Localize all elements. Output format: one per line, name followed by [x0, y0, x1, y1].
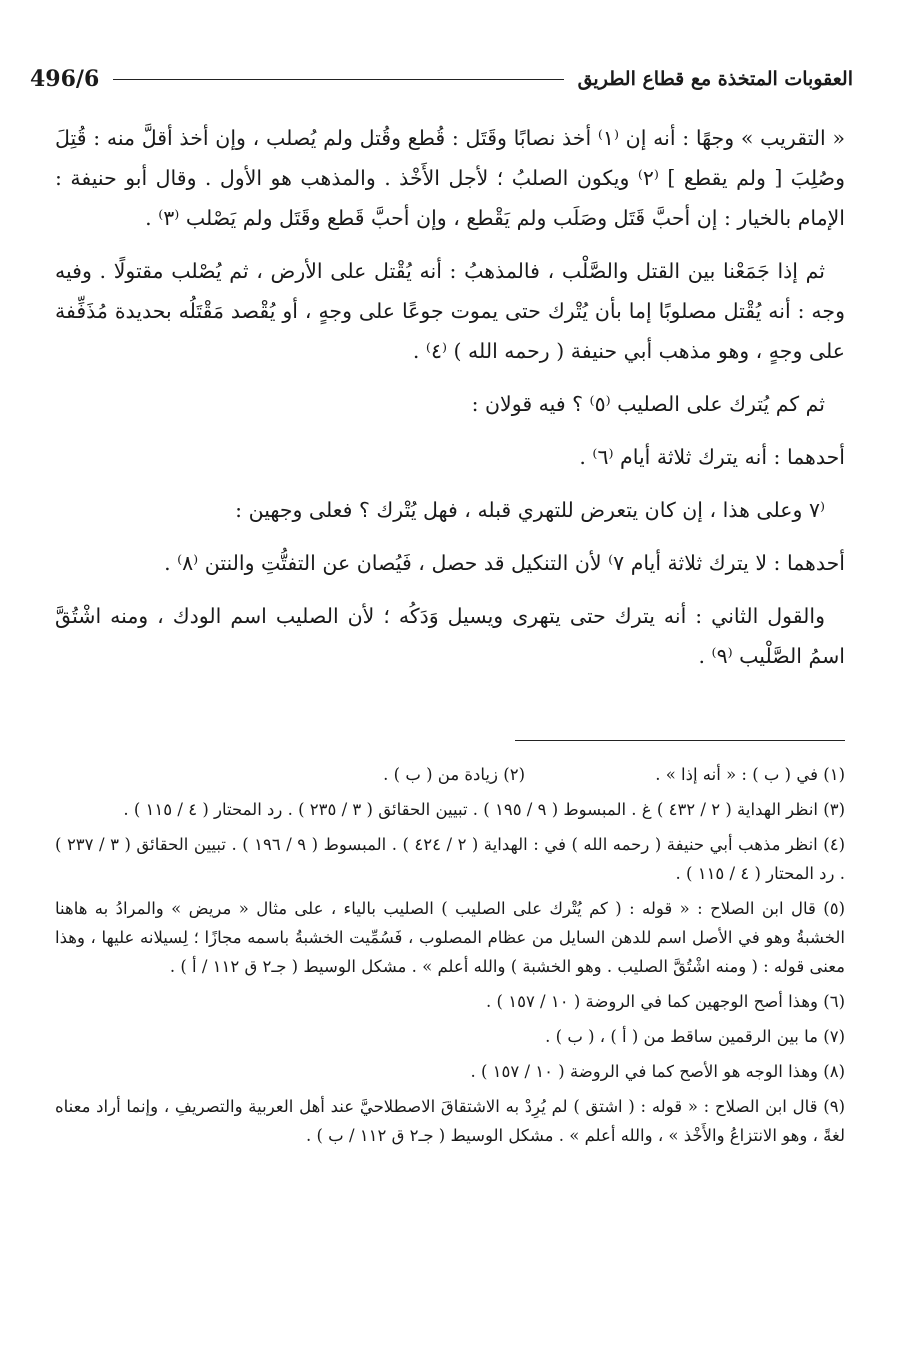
paragraph: والقول الثاني : أنه يترك حتى يتهرى ويسيل وَدَكُه ؛ لأن الصليب اسم الودك ، ومنه اشْتُقَّ اسمُ الصَّلْيب ⁽٩⁾ .: [55, 604, 845, 668]
footnote: (٦) وهذا أصح الوجهين كما في الروضة ( ١٠ / ١٥٧ ) .: [486, 992, 845, 1011]
page-number: 496/6: [30, 66, 100, 92]
footnote: (٩) قال ابن الصلاح : « قوله : ( اشتق ) لم يُرِدْ به الاشتقاقَ الاصطلاحيَّ عند أهل العربية والتصريفِ ، وإنما أراد معناه لغةً ، وهو الانتزاعُ والأَخْذ » ، والله أعلم » . مشكل الوسيط ( جـ٢ ق ١١٢ / ب ) .: [55, 1097, 845, 1145]
page-header: [30, 62, 853, 96]
paragraph: ثم كم يُترك على الصليب ⁽٥⁾ ؟ فيه قولان :: [471, 392, 825, 416]
footnote: (٤) انظر مذهب أبي حنيفة ( رحمه الله ) في : الهداية ( ٢ / ٤٢٤ ) . المبسوط ( ٩ / ١٩٦ ) . تبيين الحقائق ( ٣ / ٢٣٧ ) . رد المحتار ( ٤ / ١١٥ ) .: [55, 835, 845, 883]
paragraph: أحدهما : أنه يترك ثلاثة أيام ⁽٦⁾ .: [579, 445, 845, 469]
footnote: (٥) قال ابن الصلاح : « قوله : ( كم يُتْرك على الصليب ) الصليب بالياء ، على مثال « مريض » والمرادُ به هاهنا الخشبةُ وهو في الأصل اسم للدهن السايل من عظام المصلوب ، فَسُمِّيت الخشبةُ باسمه مجازًا ؛ لِسيلانه عليها ، وهذا معنى قوله : ( ومنه اشْتُقَّ الصليب . وهو الخشبة ) والله أعلم » . مشكل الوسيط ( جـ٢ ق ١١٢ / أ ) .: [55, 899, 845, 976]
footnote: (٧) ما بين الرقمين ساقط من ( أ ) ، ( ب ) .: [545, 1027, 845, 1046]
main-text: [55, 118, 845, 689]
footnote-row: [55, 760, 845, 789]
header-rule: [113, 79, 563, 80]
paragraph: أحدهما : لا يترك ثلاثة أيام ٧⁾ لأن التنكيل قد حصل ، فَيُصان عن التفتُّتِ والنتن ⁽٨⁾ .: [164, 551, 845, 575]
paragraph: ثم إذا جَمَعْنا بين القتل والصَّلْب ، فالمذهبُ : أنه يُقْتل على الأرض ، ثم يُصْلب مقتولًا . وفيه وجه : أنه يُقْتل مصلوبًا إما بأن يُتْرك حتى يموت جوعًا على وجهٍ ، أو يُقْصد مَقْتَلُه بحديدة مُذَفِّفة على وجهٍ ، وهو مذهب أبي حنيفة ( رحمه الله ) ⁽٤⁾ .: [55, 259, 845, 363]
footnote-divider: [515, 740, 845, 741]
footnote: (٣) انظر الهداية ( ٢ / ٤٣٢ ) غ . المبسوط ( ٩ / ١٩٥ ) . تبيين الحقائق ( ٣ / ٢٣٥ ) . رد المحتار ( ٤ / ١١٥ ) .: [123, 800, 845, 819]
paragraph: « التقريب » وجهًا : أنه إن ⁽١⁾ أخذ نصابًا وقَتَل : قُطع وقُتل ولم يُصلب ، وإن أخذ أقلَّ منه : قُتِلَ وصُلِبَ [ ولم يقطع ] ⁽٢⁾ ويكون الصلبُ ؛ لأجل الأَخْذ . والمذهب هو الأول . وقال أبو حنيفة : الإمام بالخيار : إن أحبَّ قَتَل وصَلَب ولم يَقْطع ، وإن أحبَّ قَطع وقَتَل ولم يَصْلب ⁽٣⁾ .: [55, 126, 845, 230]
footnotes: [55, 760, 845, 1156]
running-title: العقوبات المتخذة مع قطاع الطريق: [577, 68, 853, 90]
footnote: (٨) وهذا الوجه هو الأصح كما في الروضة ( ١٠ / ١٥٧ ) .: [470, 1062, 845, 1081]
footnote: (٢) زيادة من ( ب ) .: [383, 765, 525, 784]
footnote: (١) في ( ب ) : « أنه إذا » .: [655, 765, 845, 784]
paragraph: ⁽٧ وعلى هذا ، إن كان يتعرض للتهري قبله ، فهل يُتْرك ؟ فعلى وجهين :: [235, 498, 825, 522]
